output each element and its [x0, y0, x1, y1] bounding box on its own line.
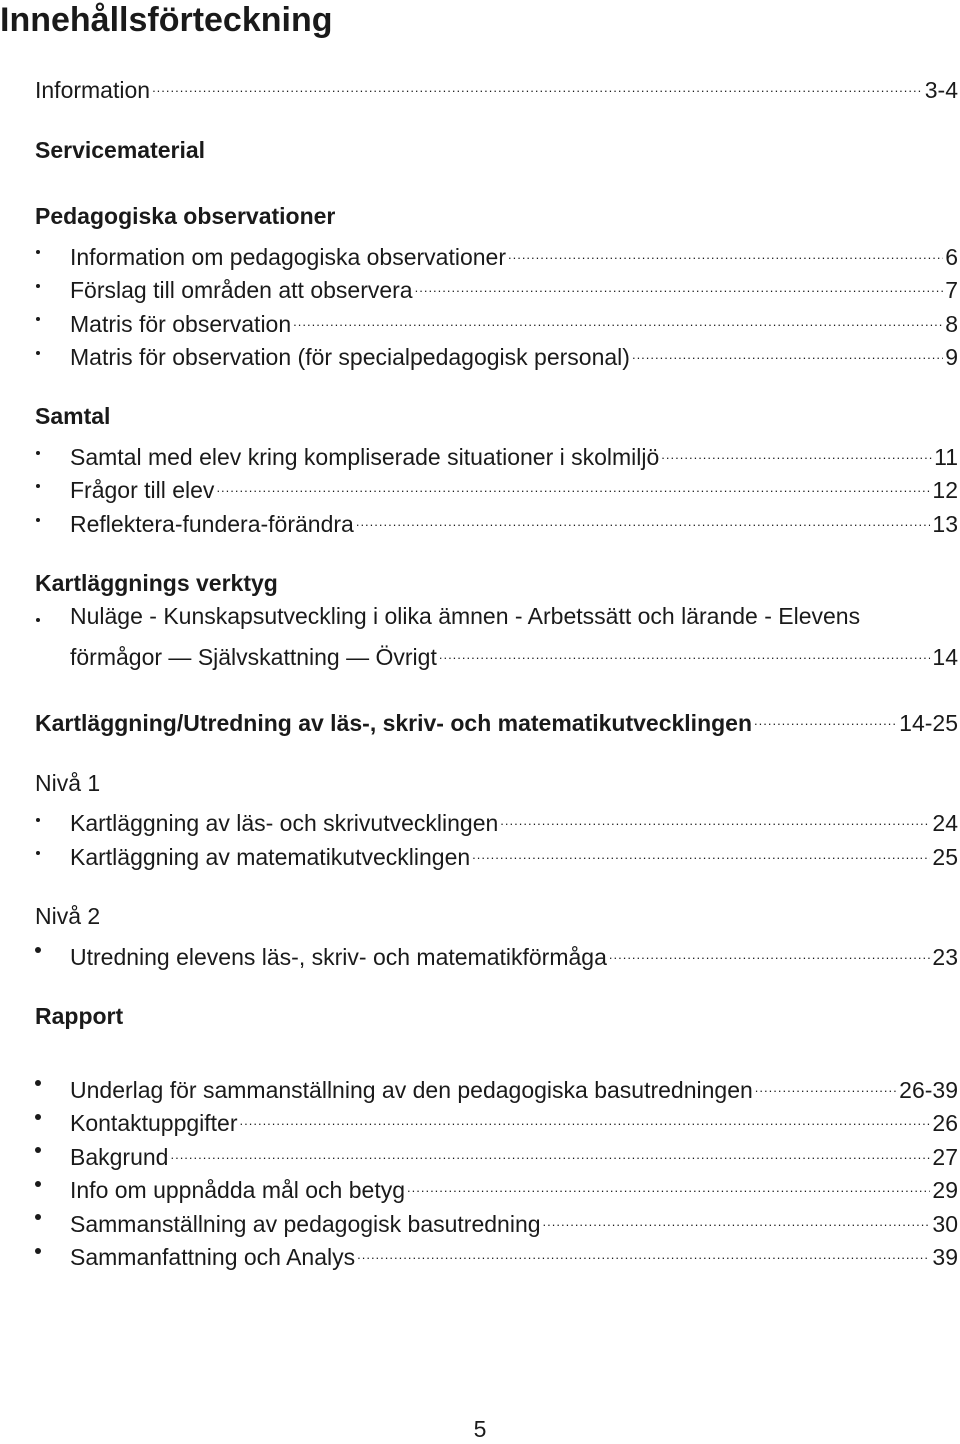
bullet-icon — [36, 851, 40, 855]
toc-label: Sammanfattning och Analys — [70, 1244, 356, 1270]
section-heading-samtal: Samtal — [35, 403, 111, 429]
section-heading-niva2: Nivå 2 — [35, 903, 101, 929]
bullet-icon — [36, 284, 40, 288]
dot-leader — [439, 635, 931, 665]
bullet-icon — [36, 250, 40, 254]
toc-entry-line[interactable]: Nuläge - Kunskapsutveckling i olika ämnen - Arbetssätt och lärande - Elevens — [70, 603, 861, 629]
bullet-icon — [36, 818, 40, 822]
dot-leader — [293, 302, 943, 332]
toc-label: Samtal med elev kring kompliserade situationer i skolmiljö — [70, 444, 660, 470]
dot-leader — [407, 1168, 930, 1198]
toc-entry[interactable] — [70, 801, 958, 836]
dot-leader — [152, 68, 923, 98]
section-heading-kartlaggnings: Kartläggnings verktyg — [35, 570, 278, 596]
bullet-icon — [35, 1080, 41, 1086]
dot-leader — [609, 935, 931, 965]
section-heading-niva1: Nivå 1 — [35, 770, 101, 796]
dot-leader — [754, 701, 897, 731]
toc-page: 24 — [932, 810, 958, 836]
dot-leader — [508, 235, 943, 265]
toc-label: Frågor till elev — [70, 477, 215, 503]
bullet-icon — [35, 1214, 41, 1220]
toc-label: Matris för observation (för specialpedagogisk personal) — [70, 344, 630, 370]
toc-entry[interactable] — [70, 935, 958, 970]
bullet-icon — [36, 451, 40, 455]
toc-entry[interactable] — [70, 468, 958, 503]
bullet-icon — [36, 317, 40, 321]
toc-entry[interactable] — [70, 502, 958, 537]
toc-label: Information om pedagogiska observationer — [70, 244, 506, 270]
bullet-icon — [36, 618, 40, 622]
page-number: 5 — [473, 1416, 487, 1442]
toc-label: Sammanställning av pedagogisk basutredning — [70, 1211, 541, 1237]
toc-page: 13 — [932, 511, 958, 537]
section-heading-rapport: Rapport — [35, 1003, 124, 1029]
toc-entry[interactable] — [70, 235, 958, 270]
toc-page: 9 — [945, 344, 958, 370]
bullet-icon — [35, 1248, 41, 1254]
toc-entry[interactable] — [70, 1101, 958, 1136]
toc-label: Information — [35, 77, 151, 103]
section-heading-servicematerial: Servicematerial — [35, 137, 206, 163]
dot-leader — [543, 1202, 931, 1232]
toc-label: Utredning elevens läs-, skriv- och matematikförmåga — [70, 944, 607, 970]
bullet-icon — [36, 518, 40, 522]
toc-page: 12 — [932, 477, 958, 503]
toc-label: förmågor — Självskattning — Övrigt — [70, 644, 437, 670]
toc-label: Bakgrund — [70, 1144, 169, 1170]
toc-entry-utredning[interactable] — [35, 701, 958, 736]
dot-leader — [632, 335, 943, 365]
bullet-icon — [35, 1181, 41, 1187]
toc-entry[interactable] — [70, 1202, 958, 1237]
bullet-icon — [35, 1114, 41, 1120]
dot-leader — [661, 435, 932, 465]
toc-page: 23 — [932, 944, 958, 970]
toc-page: 30 — [932, 1211, 958, 1237]
toc-entry[interactable] — [70, 1135, 958, 1170]
toc-entry[interactable] — [70, 268, 958, 303]
toc-label: Matris för observation — [70, 311, 292, 337]
toc-entry[interactable] — [70, 635, 958, 670]
toc-entry[interactable] — [70, 435, 958, 470]
toc-label: Reflektera-fundera-förändra — [70, 511, 354, 537]
toc-page: 26 — [932, 1110, 958, 1136]
toc-label: Kartläggning av läs- och skrivutvecklingen — [70, 810, 499, 836]
bullet-icon — [36, 351, 40, 355]
bullet-icon — [35, 947, 41, 953]
toc-label: Kontaktuppgifter — [70, 1110, 238, 1136]
toc-page: 27 — [932, 1144, 958, 1170]
toc-label: Förslag till områden att observera — [70, 277, 413, 303]
toc-entry-information[interactable] — [35, 68, 958, 103]
toc-page: 26-39 — [899, 1077, 958, 1103]
toc-page: 25 — [932, 844, 958, 870]
toc-entry[interactable] — [70, 835, 958, 870]
toc-entry[interactable] — [70, 1168, 958, 1203]
bullet-icon — [35, 1147, 41, 1153]
toc-page: 14 — [932, 644, 958, 670]
dot-leader — [357, 1235, 930, 1265]
toc-page: 8 — [945, 311, 958, 337]
toc-page: 6 — [945, 244, 958, 270]
toc-entry[interactable] — [70, 302, 958, 337]
dot-leader — [240, 1101, 931, 1131]
toc-page: 29 — [932, 1177, 958, 1203]
toc-page: 11 — [934, 444, 958, 470]
toc-page: 7 — [945, 277, 958, 303]
bullet-icon — [36, 484, 40, 488]
section-heading-pedagogiska: Pedagogiska observationer — [35, 203, 336, 229]
toc-label: Info om uppnådda mål och betyg — [70, 1177, 406, 1203]
dot-leader — [472, 835, 930, 865]
toc-label: Kartläggning/Utredning av läs-, skriv- och matematikutvecklingen — [35, 710, 753, 736]
toc-entry[interactable] — [70, 335, 958, 370]
toc-entry[interactable] — [70, 1235, 958, 1270]
dot-leader — [500, 801, 930, 831]
dot-leader — [356, 502, 931, 532]
dot-leader — [216, 468, 930, 498]
dot-leader — [415, 268, 944, 298]
toc-label: Kartläggning av matematikutvecklingen — [70, 844, 471, 870]
toc-page: 3-4 — [924, 77, 958, 103]
toc-label: Underlag för sammanställning av den pedagogiska basutredningen — [70, 1077, 753, 1103]
toc-entry[interactable] — [70, 1068, 958, 1103]
toc-page: 14-25 — [899, 710, 958, 736]
page-title: Innehållsförteckning — [0, 1, 333, 39]
toc-page: 39 — [932, 1244, 958, 1270]
dot-leader — [755, 1068, 897, 1098]
dot-leader — [170, 1135, 930, 1165]
